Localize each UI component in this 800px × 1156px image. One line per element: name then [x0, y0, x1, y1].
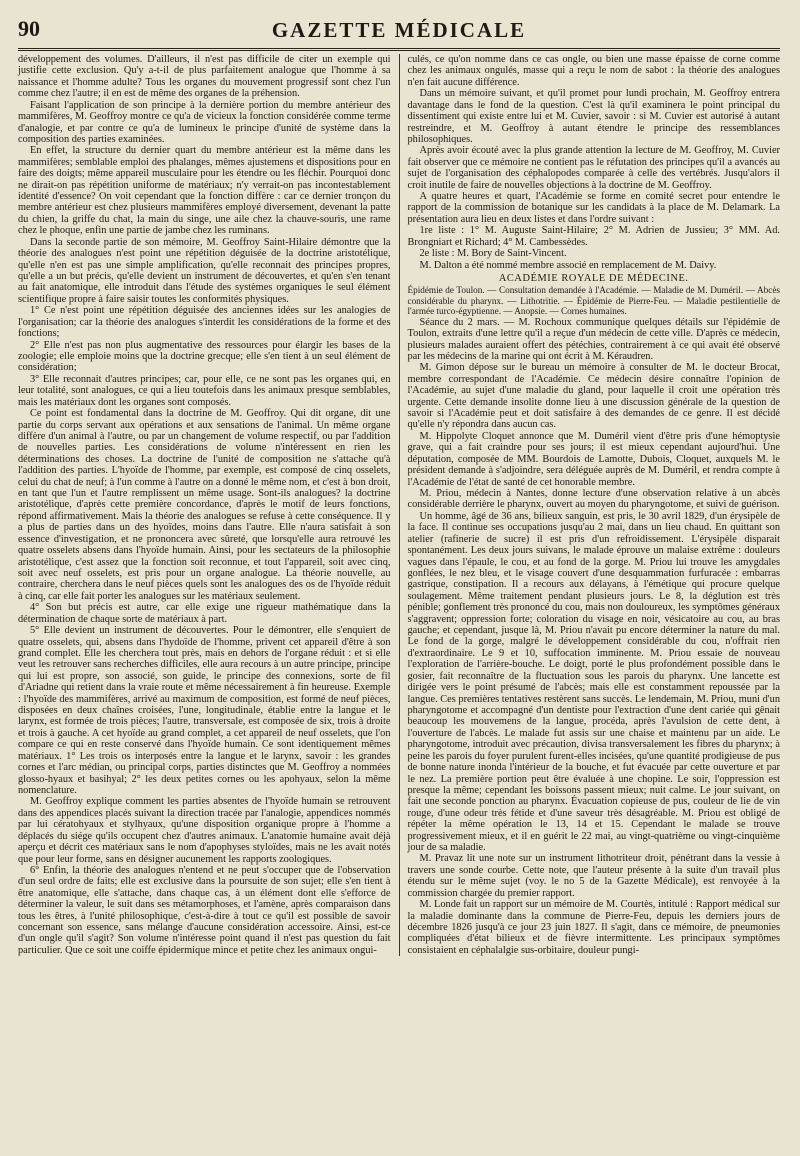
paragraph: M. Gimon dépose sur le bureau un mémoire à consulter de M. le docteur Brocat, membre correspondant de l'Académie. Ce médecin désire connaître l'opinion de l'Académie, au sujet d'une maladie du gland, pour laquelle il croit une opération très urgente. Cette demande insolite donne lieu à une discussion générale de la question de savoir si l'Académie peut et doit satisfaire à des demandes de ce genre. Il est décidé qu'elle n'y répondra dans aucun cas.: [407, 362, 780, 431]
paragraph: M. Pravaz lit une note sur un instrument lithotriteur droit, pénétrant dans la vessie à travers une sonde courbe. Cette note, que l'auteur présente à la suite d'un travail plus étendu sur le même sujet (voy. le no 5 de la Gazette Médicale), est renvoyée à la commission chargée du premier rapport.: [407, 853, 780, 899]
page-header: [18, 16, 780, 46]
paragraph: 4° Son but précis est autre, car elle exige une rigueur mathématique dans la détermination de chaque sorte de matériaux à part.: [18, 602, 391, 625]
paragraph: 3° Elle reconnait d'autres principes; car, pour elle, ce ne sont pas les organes qui, en leur totalité, sont analogues, ce qui a lieu toutefois dans les animaux presque semblables, mais les matériaux dont les organes sont composés.: [18, 373, 391, 408]
paragraph: Dans la seconde partie de son mémoire, M. Geoffroy Saint-Hilaire démontre que la théorie des analogues n'est point une répétition déguisée de la doctrine aristotélique, qu'elle n'en est pas une simple amplification, qu'elle reconnait des principes propres, qu'elle a un but précis, qu'elle devient un instrument de découvertes, et qu'en s'en tenant au fait anatomique, elle introduit dans l'étude des systèmes organiques le seul élément scientifique propre à faire saisir toutes les conformités physiques.: [18, 236, 391, 305]
paragraph: culés, ce qu'on nomme dans ce cas ongle, ou bien une masse épaisse de corne comme chez les animaux ongulés, masse qui a reçu le nom de sabot : la théorie des analogues n'en fait aucune différence.: [407, 54, 780, 88]
candidate-list-2: 2e liste : M. Bory de Saint-Vincent.: [419, 248, 567, 260]
left-column: [18, 54, 399, 956]
section-summary: Épidémie de Toulon. — Consultation demandée à l'Académie. — Maladie de M. Duméril. — Abcès considérable du pharynx. — Lithotritie. — Épidémie de Pierre-Feu. — Maladie pestilentielle de l'armée turco-égyptienne. — Anopsie. — Cornes humaines.: [407, 285, 780, 317]
journal-title: GAZETTE MÉDICALE: [271, 18, 527, 42]
page-number: 90: [18, 16, 40, 41]
paragraph: Dans un mémoire suivant, et qu'il promet pour lundi prochain, M. Geoffroy entrera davantage dans le fond de la question. C'est là qu'il examinera le point principal du dissentiment qui existe entre lui et M. Cuvier, savoir : si M. Cuvier est autorisé à autant restreindre, et M. Geoffroy à autant étendre le principe des ressemblances philosophiques.: [407, 88, 780, 145]
paragraph: Un homme, âgé de 36 ans, bilieux sanguin, est pris, le 30 avril 1829, d'un érysipèle de la face. Il continue ses occupations jusqu'au 2 mai, dans un lieu chaud. En quittant son atelier (rafinerie de sucre) il est pris d'un refroidissement. L'érysipèle disparait spontanément. Les deux jours suivans, le malade éprouve un malaise extrême : douleurs vagues dans l'épaule, le cou, et au fond de la gorge. M. Priou lui trouve les amygdales gonflées, le nez bleu, et le visage couvert d'une desquammation furfuracée : embarras gastrique, constipation. Il a recours aux délayans, à l'émétique qui procure quelque soulagement. Même traitement pendant plusieurs jours. Le 8, la déglution est très pénible; gonflement très prononcé du cou, mais non douloureux, les symptômes généraux s'aggravent; oppression forte; coloration du visage en noir, vésicatoire au cou, au bras gauche; et cependant, jusque là, M. Priou n'avait pu encore déterminer la nature du mal. Le fond de la gorge, malgré le développement considérable du cou, n'offrait rien d'extraordinaire. Le 9 et 10, suffocation imminente. M. Priou essaie de nouveau l'exploration de l'arrière-bouche. Le doigt, porté le plus profondément possible dans le gosier, fait reconnaître de la fluctuation sous les parois du pharynx. Une lancette est dirigée vers le point présumé de l'abcès; mais elle est constamment repoussée par la langue. Ces premières tentatives restèrent sans succès. Le lendemain, M. Priou, muni d'un pharyngotome et accompagné d'un dentiste pour l'extraction d'une dent cariée qui gênait beaucoup les mouvemens de la langue, procéda, après l'avulsion de cette dent, à l'ouverture de l'abcès. Le malade fut assis sur une chaise et maintenu par un aide. Le pharyngotome, introduit avec précaution, divisa transversalement les fibres du pharynx; à peine les parois du foyer purulent furent-elles incisées, qu'une quantité prodigieuse de pus de bonne nature inonda l'intérieur de la bouche, et fut évacuée par cette ouverture et par le nez. La première portion peut être évaluée à une chopine. Le soir, l'oppression est presque la même; cependant les boissons passent mieux; nuit calme. Le jour suivant, on fait une seconde ponction au pharynx. Évacuation copieuse de pus, couleur de lie de vin rouge, d'une odeur très fétide et d'une saveur très désagréable. M. Priou est obligé de répéter la même opération le 13, 14 et 15. Cependant le malade se trouve progressivement mieux, et il en guérit le 22 mai, au vingt-quatrième ou vingt-cinquième jour de sa maladie.: [407, 510, 780, 854]
paragraph: Ce point est fondamental dans la doctrine de M. Geoffroy. Qui dit organe, dit une partie du corps servant aux opérations et aux sensations de l'animal. Un même organe diffère d'un animal à l'autre, ou par un changement de volume respectif, ou par l'addition de nouvelles parties. Les considérations de volume n'intéressent en rien les déterminations des choses. La doctrine de l'unité de composition ne s'attache qu'à l'addition des parties. L'hyoïde de l'homme, par exemple, est composé de cinq osselets, celui du chat de neuf; à l'un comme à l'autre on a donné le même nom, et c'est à bon droit, en tant que l'un et l'autre remplissent un même usage. Sont-ils analogues? la doctrine aristotélique, d'après cette première concordance, d'après le motif de leurs fonctions, répond affirmativement. Mais la théorie des analogues se refuse à cette conséquence. Il y a plus de parties dans un des hyoïdes, moins dans l'autre. Elle n'aura satisfait à son essence d'investigation, et ne prononcera avec sûreté, que lorsqu'elle aura retrouvé les quatre osselets absens dans l'hyoïde humain. Ainsi, pour les sectateurs de la philosophie aristotélique, c'est assez que la fonction soit reconnue, et tout l'appareil, soit avec cinq, soit avec neuf osselets, est pris pour un organe analogue. La théorie nouvelle, au contraire, cherchera dans le neuf pièces quels sont les analogues des os de l'hyoïde réduit à cinq, car elle fait porter les analogues sur les matériaux seulement.: [18, 408, 391, 602]
paragraph: A quatre heures et quart, l'Académie se forme en comité secret pour entendre le rapport de la commission de botanique sur les candidats à la place de M. Delamark. La présentation aura lieu en deux listes et dans l'ordre suivant :: [407, 191, 780, 225]
section-title: ACADÉMIE ROYALE DE MÉDECINE.: [498, 273, 689, 285]
paragraph: M. Priou, médecin à Nantes, donne lecture d'une observation relative à un abcès considérable derrière le pharynx, ouvert au moyen du pharyngotome, et suivi de guérison.: [407, 487, 780, 511]
header-rule: [18, 48, 780, 51]
paragraph: 5° Elle devient un instrument de découvertes. Pour le démontrer, elle s'enquiert de quatre osselets, qui, absens dans l'hydoïde de l'homme, privent cet appareil d'être à son grand complet. Elle les cherchera tout près, mais en dehors de l'organe réduit : et si elle veut les retrouver sans recherches difficiles, elle aura recours à un autre principe, principe qui lui est propre, son associé, son guide, le principe des connexions, sorte de fil d'Ariadne qui retient dans la vraie route et même nécessairement à fin heureuse. Exemple : l'hyoïde des mammifères, arrivé au maximum de composition, est formé de neuf pièces, disposées en deux chaînes croisées, l'une, longitudinale, établie entre la langue et le larynx, est formée de trois pièces; l'autre, transversale, est composée de six, trois à droite et trois à gauche. A cet hyoïde au grand complet, a cet appareil de neuf osselets, que l'on compare ce qui en reste conservé dans l'hyoïde humain. Ce sont identiquement mêmes matériaux. 1° Les trois os interposés entre la langue et le larynx, savoir : les grandes cornes et l'arc médian, ou principal corps, parties distinctes que M. Geoffroy a nommées glosso-hyaux et basihyal; 2° les deux petites cornes ou les apohyaux, selon la même nomenclature.: [18, 625, 391, 796]
paragraph: Après avoir écouté avec la plus grande attention la lecture de M. Geoffroy, M. Cuvier fait observer que ce mémoire ne contient pas le réfutation des principes qu'il a avancés au sujet de l'organisation des céphalopodes comparée à celle des vertébrés. Jusqu'alors il croit inutile de faire de nouvelles objections à la doctrine de M. Geoffroy.: [407, 145, 780, 191]
candidate-list-1: 1re liste : 1° M. Auguste Saint-Hilaire; 2° M. Adrien de Jussieu; 3° MM. Ad. Brongniart et Richard; 4° M. Cambessèdes.: [407, 225, 780, 248]
text-columns: [18, 54, 780, 956]
paragraph: 6° Enfin, la théorie des analogues n'entend et ne peut s'occuper que de l'observation d'un seul ordre de faits; elle est exclusive dans la poursuite de son sujet; elle s'en tient à être anatomique, elle s'attache, dans chaque cas, à un élément dont elle s'efforce de déterminer la valeur, le suit dans ses métamorphoses, et l'amène, après comparaison dans tous les êtres, à l'unité philosophique, c'est-à-dire à tout ce qu'il est possible de savoir concernant son essence, sans mélange d'aucune considération accessoire. Ainsi, est-ce d'un ongle qu'il s'agit? Son volume n'intéresse point quand il n'est pas question du fait particulier. Que ce soit une coiffe épidermique mince et petite chez les animaux ongui-: [18, 864, 391, 956]
paragraph: Faisant l'application de son principe à la dernière portion du membre antérieur des mammifères, M. Geoffroy montre ce qu'a de vicieux la fonction considérée comme terme d'analogie, et par contre ce qu'a de lumineux le principe d'unité de système dans la composition des parties examinées.: [18, 99, 391, 145]
paragraph: M. Geoffroy explique comment les parties absentes de l'hyoïde humain se retrouvent dans des appendices placés suivant la direction tracée par l'analogie, appendices nommés par lui cératohyaux et stylhyaux, qu'une disposition organique propre à l'homme a déplacés du siége qu'ils occupent chez d'autres animaux. L'anatomie humaine avait déjà aperçu et décrit ces matériaux sans le nom d'apophyses styloïdes, mais ne les avait notés que pour leur forme, sans en désigner aucunement les rapports zoologiques.: [18, 796, 391, 865]
paragraph: M. Londe fait un rapport sur un mémoire de M. Courtès, intitulé : Rapport médical sur la maladie dominante dans la commune de Pierre-Feu, depuis les derniers jours de décembre 1826 jusqu'à ce jour 23 juin 1827. Il s'agit, dans ce mémoire, de pneumonies compliquées d'état bilieux et de fièvre intermittente. Les principaux symptômes consistaient en céphalalgie sus-orbitaire, douleur pungi-: [407, 899, 780, 956]
right-column: [399, 54, 781, 956]
paragraph: M. Hippolyte Cloquet annonce que M. Duméril vient d'être pris d'une hémoptysie grave, qui a fait craindre pour ses jours; il est mieux cependant aujourd'hui. Une députation, composée de MM. Bourdois de Lamotte, Dubois, Cloquet, auxquels M. le président demande à s'adjoindre, sera déléguée auprès de M. Duméril, et rendra compte à l'Académie de l'état de santé de cet honorable membre.: [407, 430, 780, 488]
paragraph: 1° Ce n'est point une répétition déguisée des anciennes idées sur les analogies de l'organisation; car la théorie des analogues s'interdit les considérations de la forme et des fonctions;: [18, 305, 391, 340]
paragraph: En effet, la structure du dernier quart du membre antérieur est la même dans les mammifères; semblable emploi des phalanges, mêmes ajustemens et dispositions pour en faire des doigts; même appareil musculaire pour les étendre ou les fléchir. Pourquoi donc ne dirait-on pas répétition uniforme de matériaux; n'y verrait-on pas incontestablement identité d'essence? On voit cependant que la fonction diffère : car ce dernier tronçon du membre antérieur est chez plusieurs mammifères employé diversement, devenant la patte du chien, la griffe du chat, la main du singe, une aile chez la chauve-souris, une rame chez le phoque, enfin une partie de jambe chez les ruminans.: [18, 145, 391, 237]
paragraph: 2° Elle n'est pas non plus augmentative des ressources pour élargir les bases de la zoologie; elle emploie moins que la doctrine grecque; elle s'en tient à un seul élément de considération;: [18, 339, 391, 374]
paragraph: développement des volumes. D'ailleurs, il n'est pas difficile de citer un exemple qui justifie cette exclusion. Qu'y a-t-il de plus parfaitement analogue que l'homme à sa naissance et l'homme adulte? Tous les organes du mouvement progressif sont chez l'un comme chez l'autre; il en est de même des organes de la préhension.: [18, 54, 391, 100]
paragraph: Séance du 2 mars. — M. Rochoux communique quelques détails sur l'épidémie de Toulon, extraits d'une lettre qu'il a reçue d'un médecin de cette ville. D'après ce médecin, plusieurs malades auraient offert des pétéchies, contrairement à ce qui avait été observé par les médecins de la marine qui ont écrit à M. Kéraudren.: [407, 316, 780, 362]
paragraph: M. Dalton a été nommé membre associé en remplacement de M. Daivy.: [419, 259, 717, 271]
